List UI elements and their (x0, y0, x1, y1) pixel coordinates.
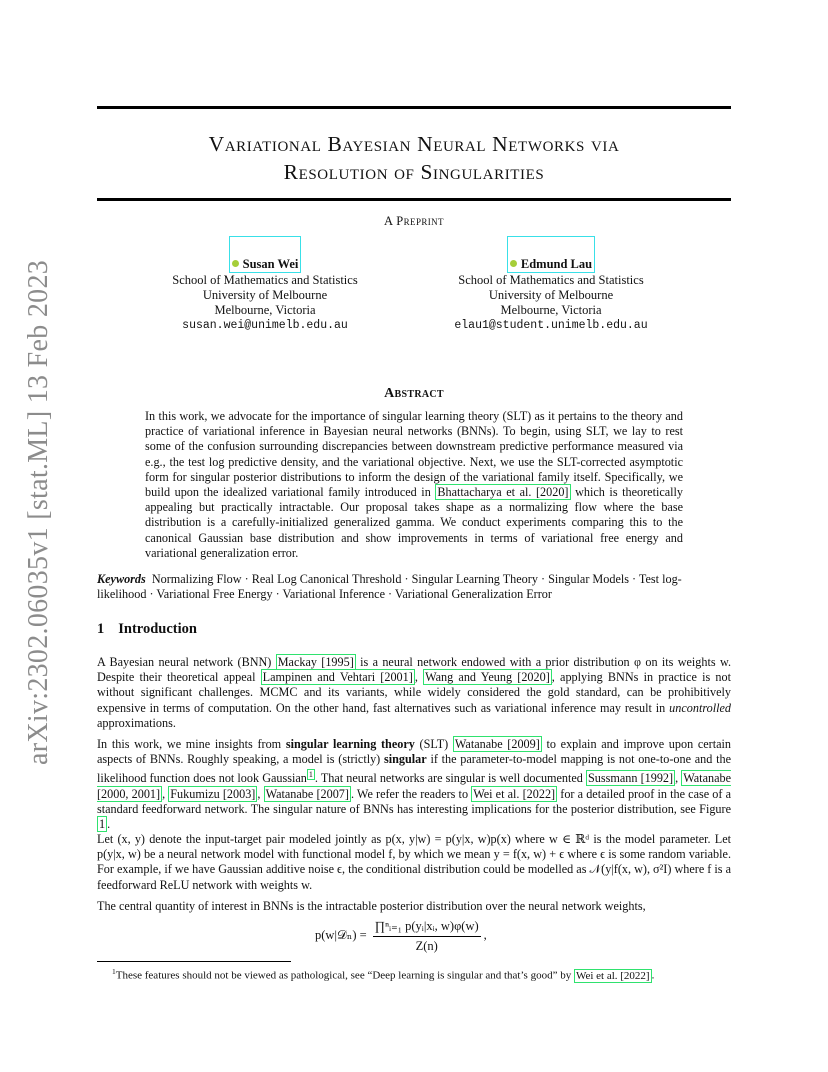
citation-link[interactable]: Fukumizu [2003] (170, 786, 256, 801)
figure-link[interactable]: 1 (99, 817, 106, 832)
citation-link[interactable]: Wei et al. [2022] (473, 786, 556, 801)
abstract-text: In this work, we advocate for the importance of singular learning theory (SLT) as it pertains to the theory and practice of variational inference in Bayesian neural networks (BNNs). To begin, using SLT, we lay to rest some of the confusion surrounding discrepancies between downstream predictive performance measured via e.g., the test log predictive density, and the variational objective. Next, we use the SLT-corrected asymptotic form for singular posterior distributions to inform the design of the variational family itself. Specifically, we build upon the idealized variational family introduced in (145, 409, 683, 500)
text: is a neural network endowed with a prior distribution φ on its weights w. Despite their theoretical appeal (97, 655, 732, 685)
author-name: Susan Wei (242, 257, 299, 271)
text: A Bayesian neural network (BNN) (97, 655, 272, 669)
text: approximations. (97, 715, 176, 730)
citation-link[interactable]: Mackay [1995] (277, 655, 354, 669)
footnote-text: These features should not be viewed as pathological, see “Deep learning is singular and that’s good” by (115, 969, 572, 982)
keywords-label: Keywords (97, 572, 146, 586)
equation-denominator: Z(n) (415, 939, 438, 953)
abstract-body (145, 409, 683, 561)
title-line-1: Variational Bayesian Neural Networks via (208, 132, 620, 156)
text: if the parameter-to-model mapping is not one-to-one and the likelihood function does not look Gaussian (97, 752, 732, 786)
author-link-1[interactable] (229, 236, 302, 273)
citation-link[interactable]: Lampinen and Vehtari [2001] (262, 670, 413, 685)
intro-paragraph-1: A Bayesian neural network (BNN) Mackay [1995] is a neural network endowed with a prior distribution φ on its weights w. Despite their theoretical appeal Lampinen and Vehtari [2001] , Wang and Yeung [2020] , applying BNNs in practice is not without significant challenges. MCMC and its variants, while widely considered the gold standard, can be prohibitively expensive in terms of computation. On the other hand, fast alternatives such as variational inference may result in uncontrolled approximations. (97, 655, 732, 730)
footnote-mark: 1 (112, 967, 116, 976)
text: In this work, we mine insights from (97, 737, 282, 751)
bold-term: singular (384, 752, 427, 767)
author-university: University of Melbourne (202, 288, 328, 302)
citation-link[interactable]: Sussmann [1992] (588, 771, 674, 786)
author-location: Melbourne, Victoria (214, 303, 316, 317)
citation-link[interactable]: Bhattacharya et al. [2020] (437, 485, 569, 500)
text: (SLT) (419, 737, 449, 751)
keywords-list: Normalizing Flow · Real Log Canonical Threshold · Singular Learning Theory · Singular Models · Test log-likelihood · Variational Free Energy · Variational Inference · Variational Generalization Error (97, 572, 682, 602)
author-link-2[interactable] (507, 236, 595, 273)
text: to explain and improve upon certain aspects of BNNs. Roughly speaking, a model is (strictly) (97, 737, 732, 767)
intro-paragraph-2: In this work, we mine insights from singular learning theory (SLT) Watanabe [2009] to explain and improve upon certain aspects of BNNs. Roughly speaking, a model is (strictly) singular if the parameter-to-model mapping is not one-to-one and the likelihood function does not look Gaussian $^1$ . That neural networks are singular is well documented Sussmann [1992] , Watanabe [2000, 2001] , Fukumizu [2003] , Watanabe [2007] . We refer the readers to Wei et al. [2022] for a detailed proof in the case of a standard feedforward network. The singular nature of BNNs has interesting implications for the posterior distribution, see Figure 1 . (97, 737, 732, 832)
abstract-text: which is theoretically appealing but practically intractable. Our proposal takes shape as a normalizing flow where the base distribution is a carefully-initialized generalized gamma. We conduct experiments comparing this to the canonical Gaussian base distribution and show improvements in terms of variational free energy and variational generalization error. (145, 485, 684, 560)
title-top-rule (97, 106, 731, 109)
footnote (112, 965, 654, 983)
intro-paragraph-3: Let (x, y) denote the input-target pair modeled jointly as p(x, y|w) = p(y|x, w)p(x) where w ∈ ℝᵈ is the model parameter. Let p(y|x, w) be a neural network model with functional model f, by which we mean y = f(x, w) + ϵ where ϵ is some random variable. For example, if we have Gaussian additive noise ϵ, the conditional distribution could be modelled as 𝒩(y|f(x, w), σ²I) where f is a feedforward ReLU network with weights w. (97, 832, 731, 892)
citation-link[interactable]: Watanabe [2009] (454, 737, 540, 751)
section-title: Introduction (118, 621, 197, 637)
emphasis: uncontrolled (669, 700, 732, 715)
author-email[interactable]: susan.wei@unimelb.edu.au (182, 319, 348, 332)
arxiv-side-stamp: arXiv:2302.06035v1 [stat.ML] 13 Feb 2023 (23, 259, 54, 765)
preprint-label: A Preprint (384, 214, 444, 228)
orcid-icon[interactable] (510, 260, 517, 267)
abstract-heading: Abstract (384, 386, 444, 401)
author-block-2 (425, 236, 677, 333)
section-heading (97, 621, 211, 638)
posterior-equation (315, 918, 487, 954)
author-email[interactable]: elau1@student.unimelb.edu.au (454, 319, 648, 332)
citation-link[interactable]: Watanabe [2007] (265, 786, 349, 801)
equation-tail: , (483, 927, 487, 942)
title-bottom-rule (97, 198, 731, 201)
paper-title (97, 130, 731, 186)
bold-term: singular learning theory (285, 737, 415, 751)
author-block-1 (160, 236, 370, 333)
text: . That neural networks are singular is well documented (314, 771, 583, 786)
citation-link[interactable]: Wang and Yeung [2020] (425, 670, 550, 685)
text: . We refer the readers to (350, 786, 469, 801)
footnote-rule (97, 961, 291, 962)
citation-link[interactable]: Watanabe [2000, 2001] (97, 771, 731, 801)
orcid-icon[interactable] (232, 260, 239, 267)
text: applying BNNs in practice is not without significant challenges. MCMC and its variants, while widely considered the gold standard, can be prohibitively expensive in terms of computation. On the other hand, fast alternatives such as variational inference may result in (97, 670, 731, 715)
section-number: 1 (97, 621, 105, 637)
equation-lhs: p(w|𝒟ₙ) = (315, 927, 367, 942)
author-dept: School of Mathematics and Statistics (172, 273, 358, 287)
text: . (107, 817, 111, 832)
equation-fraction (373, 918, 481, 954)
author-dept: School of Mathematics and Statistics (458, 273, 644, 287)
equation-numerator: ∏ⁿᵢ₌₁ p(yᵢ|xᵢ, w)φ(w) (373, 918, 481, 937)
footnote-link[interactable]: 1 (308, 770, 313, 780)
keywords (97, 572, 731, 602)
author-location: Melbourne, Victoria (500, 303, 602, 317)
text: for a detailed proof in the case of a standard feedforward network. The singular nature of BNNs has interesting implications for the posterior distribution, see Figure (97, 786, 732, 816)
citation-link[interactable]: Wei et al. [2022] (575, 969, 650, 982)
author-university: University of Melbourne (488, 288, 614, 302)
author-name: Edmund Lau (520, 257, 593, 271)
title-line-2: Resolution of Singularities (283, 160, 545, 184)
intro-paragraph-4: The central quantity of interest in BNNs is the intractable posterior distribution over the neural network weights, (97, 899, 646, 913)
footnote-end: . (651, 969, 655, 982)
